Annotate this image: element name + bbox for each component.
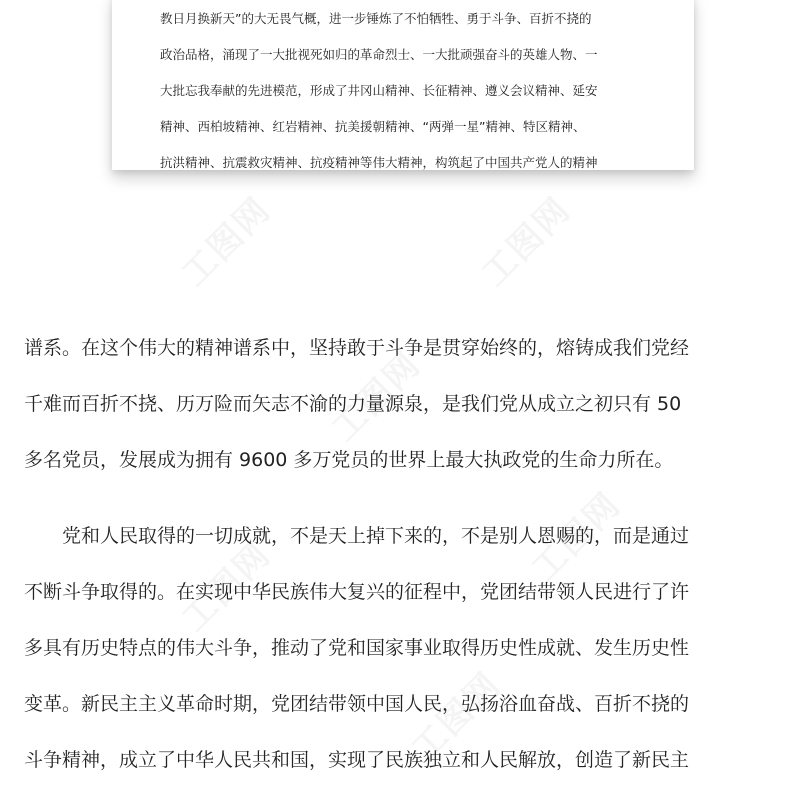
paragraph-2 [24,508,776,788]
watermark: 工图网 [324,344,429,450]
watermark: 工图网 [524,484,629,590]
text-line: 千难而百折不挠、历万险而矢志不渝的力量源泉，是我们党从成立之初只有 50 [24,393,682,415]
watermark: 工图网 [474,189,579,295]
watermark: 工图网 [404,664,509,770]
watermark: 工图网 [174,189,279,295]
text-line: 多名党员，发展成为拥有 9600 多万党员的世界上最大执政党的生命力所在。 [24,449,674,471]
preview-line: 精神、西柏坡精神、红岩精神、抗美援朝精神、“两弹一星”精神、特区精神、 [160,119,586,134]
preview-text-block [160,1,652,170]
document-preview-card [112,0,694,170]
paragraph-1 [24,320,776,488]
text-line: 变革。新民主主义革命时期，党团结带领中国人民，弘扬浴血奋战、百折不挠的 [24,693,690,715]
watermark: 工图网 [174,534,279,640]
body-text [24,320,776,788]
text-line: 不断斗争取得的。在实现中华民族伟大复兴的征程中，党团结带领人民进行了许 [24,581,690,603]
text-line: 斗争精神，成立了中华人民共和国，实现了民族独立和人民解放，创造了新民主 [24,749,690,771]
paragraph-spacer [24,488,776,508]
text-line: 多具有历史特点的伟大斗争，推动了党和国家事业取得历史性成就、发生历史性 [24,637,690,659]
preview-line: 教日月换新天”的大无畏气概，进一步锤炼了不怕牺牲、勇于斗争、百折不挠的 [160,11,592,26]
preview-line: 抗洪精神、抗震救灾精神、抗疫精神等伟大精神，构筑起了中国共产党人的精神 [160,155,598,170]
preview-line: 大批忘我奉献的先进模范，形成了井冈山精神、长征精神、遵义会议精神、延安 [160,83,598,98]
text-line: 谱系。在这个伟大的精神谱系中，坚持敢于斗争是贯穿始终的，熔铸成我们党经 [24,337,690,359]
preview-line: 政治品格，涌现了一大批视死如归的革命烈士、一大批顽强奋斗的英雄人物、一 [160,47,598,62]
text-line: 党和人民取得的一切成就，不是天上掉下来的，不是别人恩赐的，而是通过 [62,525,690,547]
